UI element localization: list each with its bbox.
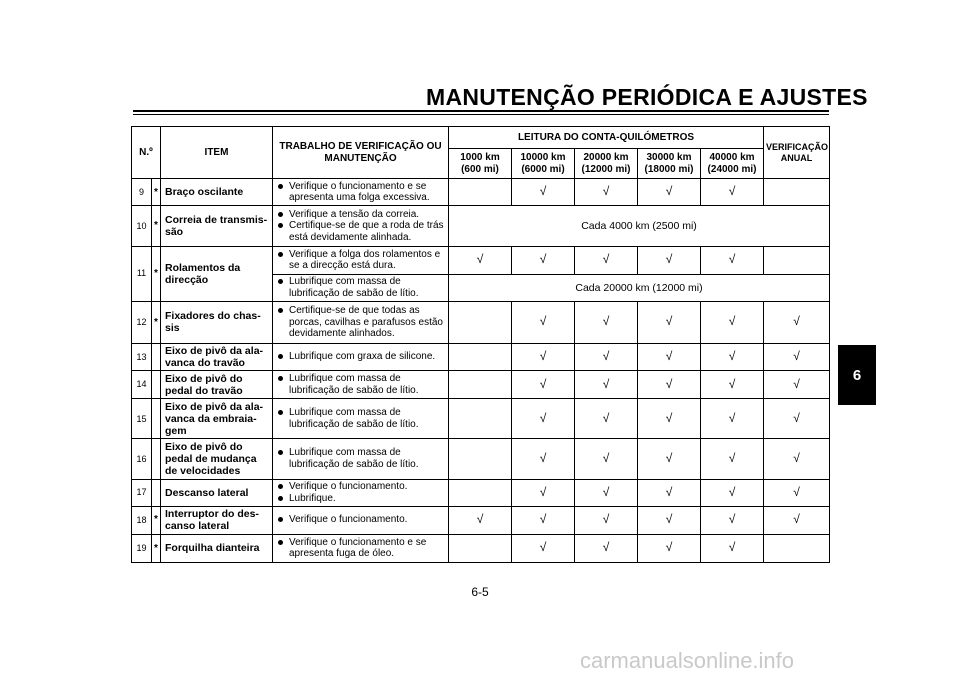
header-interval-4: 30000 km (18000 mi) [638, 149, 701, 179]
row-work: Verifique o funcionamento e se apresenta uma folga excessiva. [273, 179, 449, 206]
check-mark: √ [764, 343, 830, 370]
title-rule [133, 110, 829, 112]
chapter-tab[interactable]: 6 [838, 345, 876, 405]
row-number: 9 [132, 179, 152, 206]
row-item: Fixadores do chas- sis [161, 301, 273, 343]
interval-span: Cada 4000 km (2500 mi) [449, 206, 830, 246]
row-item: Eixo de pivô do pedal de mudança de velocidades [161, 439, 273, 479]
title-rule-thin [133, 114, 829, 115]
check-mark: √ [575, 399, 638, 439]
check-mark: √ [512, 506, 575, 534]
row-star: * [152, 534, 161, 562]
row-item: Descanso lateral [161, 479, 273, 506]
row-number: 11 [132, 246, 152, 301]
check-mark: √ [764, 439, 830, 479]
row-number: 15 [132, 399, 152, 439]
row-work: Lubrifique com massa de lubrificação de sabão de lítio. [273, 399, 449, 439]
check-mark: √ [575, 343, 638, 370]
table-row [132, 246, 830, 274]
watermark: carmanualsonline.info [580, 648, 795, 673]
header-work: TRABALHO DE VERIFICAÇÃO OU MANUTENÇÃO [273, 127, 449, 179]
page-title: MANUTENÇÃO PERIÓDICA E AJUSTES [426, 84, 868, 110]
row-star: * [152, 179, 161, 206]
row-number: 10 [132, 206, 152, 246]
check-mark: √ [512, 439, 575, 479]
row-number: 13 [132, 343, 152, 370]
check-mark: √ [575, 479, 638, 506]
check-mark: √ [701, 479, 764, 506]
table-row [132, 399, 830, 439]
check-mark: √ [764, 506, 830, 534]
row-item: Interruptor do des- canso lateral [161, 506, 273, 534]
check-mark: √ [764, 371, 830, 399]
row-item: Braço oscilante [161, 179, 273, 206]
check-mark: √ [638, 343, 701, 370]
table-row [132, 179, 830, 206]
check-mark: √ [638, 371, 701, 399]
check-mark: √ [701, 179, 764, 206]
check-mark: √ [638, 246, 701, 274]
check-mark: √ [701, 534, 764, 562]
check-mark: √ [701, 506, 764, 534]
table-row [132, 206, 830, 246]
check-mark: √ [701, 399, 764, 439]
check-mark: √ [638, 534, 701, 562]
row-number: 18 [132, 506, 152, 534]
row-work: Lubrifique com massa de lubrificação de sabão de lítio. [273, 439, 449, 479]
maintenance-table [131, 126, 830, 563]
check-mark: √ [512, 301, 575, 343]
check-mark: √ [764, 301, 830, 343]
check-mark: √ [575, 439, 638, 479]
check-mark: √ [701, 343, 764, 370]
check-mark: √ [512, 246, 575, 274]
row-item: Eixo de pivô da ala- vanca da embraia- gem [161, 399, 273, 439]
check-mark: √ [701, 439, 764, 479]
header-item: ITEM [161, 127, 273, 179]
header-interval-2: 10000 km (6000 mi) [512, 149, 575, 179]
check-mark: √ [512, 179, 575, 206]
header-interval-5: 40000 km (24000 mi) [701, 149, 764, 179]
check-mark: √ [701, 301, 764, 343]
row-number: 14 [132, 371, 152, 399]
row-work: Lubrifique com massa de lubrificação de sabão de lítio. [273, 371, 449, 399]
row-item: Correia de transmis- são [161, 206, 273, 246]
check-mark: √ [701, 371, 764, 399]
table-row [132, 439, 830, 479]
check-mark: √ [575, 246, 638, 274]
check-mark: √ [575, 179, 638, 206]
header-annual: VERIFICAÇÃO ANUAL [764, 127, 830, 179]
check-mark: √ [575, 534, 638, 562]
check-mark: √ [512, 534, 575, 562]
check-mark: √ [764, 479, 830, 506]
row-work: Verifique a tensão da correia. Certifique-se de que a roda de trás está devidamente alinhada. [273, 206, 449, 246]
table-row [132, 343, 830, 370]
check-mark: √ [449, 506, 512, 534]
page-number: 6-5 [471, 585, 489, 599]
table-row [132, 479, 830, 506]
row-number: 16 [132, 439, 152, 479]
row-work: Verifique o funcionamento. [273, 506, 449, 534]
check-mark: √ [638, 506, 701, 534]
row-work: Verifique o funcionamento. Lubrifique. [273, 479, 449, 506]
row-item: Eixo de pivô do pedal do travão [161, 371, 273, 399]
header-interval-1: 1000 km (600 mi) [449, 149, 512, 179]
check-mark: √ [575, 506, 638, 534]
header-interval-3: 20000 km (12000 mi) [575, 149, 638, 179]
check-mark: √ [512, 371, 575, 399]
check-mark: √ [512, 343, 575, 370]
header-odometer: LEITURA DO CONTA-QUILÓMETROS [449, 127, 764, 149]
check-mark: √ [575, 371, 638, 399]
check-mark: √ [512, 399, 575, 439]
table-row [132, 301, 830, 343]
interval-span: Cada 20000 km (12000 mi) [449, 274, 830, 301]
table-row [132, 371, 830, 399]
check-mark: √ [701, 246, 764, 274]
check-mark: √ [512, 479, 575, 506]
row-star: * [152, 506, 161, 534]
row-star: * [152, 206, 161, 246]
row-item: Rolamentos da direcção [161, 246, 273, 301]
row-work: Certifique-se de que todas as porcas, cavilhas e parafusos estão devidamente alinhados. [273, 301, 449, 343]
check-mark: √ [638, 479, 701, 506]
check-mark: √ [638, 301, 701, 343]
row-star: * [152, 246, 161, 301]
check-mark: √ [449, 246, 512, 274]
row-work: Lubrifique com massa de lubrificação de sabão de lítio. [273, 274, 449, 301]
check-mark: √ [575, 301, 638, 343]
row-number: 12 [132, 301, 152, 343]
table-row [132, 534, 830, 562]
row-number: 17 [132, 479, 152, 506]
row-work: Lubrifique com graxa de silicone. [273, 343, 449, 370]
row-star: * [152, 301, 161, 343]
check-mark: √ [638, 439, 701, 479]
row-item: Forquilha dianteira [161, 534, 273, 562]
check-mark: √ [638, 399, 701, 439]
row-number: 19 [132, 534, 152, 562]
header-row-1 [132, 127, 830, 149]
row-work: Verifique o funcionamento e se apresenta fuga de óleo. [273, 534, 449, 562]
row-work: Verifique a folga dos rolamentos e se a direcção está dura. [273, 246, 449, 274]
table-row [132, 506, 830, 534]
check-mark: √ [764, 399, 830, 439]
row-item: Eixo de pivô da ala- vanca do travão [161, 343, 273, 370]
check-mark: √ [638, 179, 701, 206]
header-no: N.º [132, 127, 161, 179]
